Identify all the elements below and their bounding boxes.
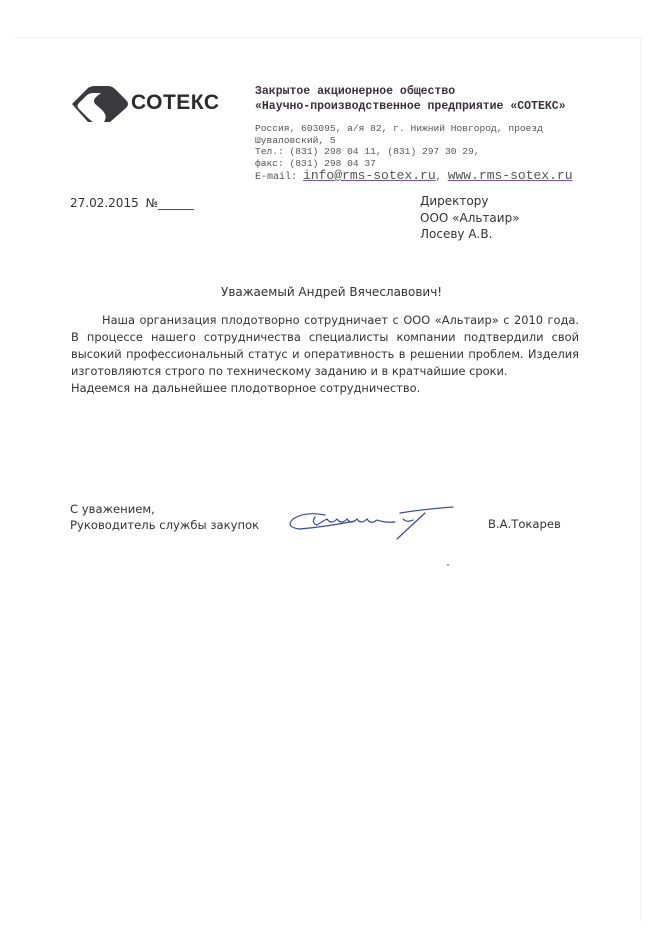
handwritten-signature-icon bbox=[285, 505, 460, 545]
scan-speck bbox=[447, 564, 449, 566]
closing-phrase: С уважением, bbox=[70, 502, 155, 516]
signatory-position: Руководитель службы закупок bbox=[70, 518, 260, 532]
address-line-1: Россия, 603095, а/я 82, г. Нижний Новгород, проезд bbox=[255, 123, 543, 134]
date-number-line bbox=[70, 196, 194, 210]
recipient-title: Директору bbox=[420, 194, 489, 208]
closing-block bbox=[70, 501, 259, 533]
company-logo bbox=[68, 86, 233, 122]
signatory-name: В.А.Токарев bbox=[488, 517, 561, 531]
sotex-diamond-s-icon bbox=[68, 86, 130, 122]
body-paragraph-2: Надеемся на дальнейшее плодотворное сотрудничество. bbox=[71, 381, 421, 395]
address-line-2: Шуваловский, 5 bbox=[255, 134, 336, 146]
salutation: Уважаемый Андрей Вячеславович! bbox=[221, 285, 443, 299]
recipient-block bbox=[420, 193, 520, 243]
email-label: E-mail: bbox=[255, 172, 298, 183]
org-type: Закрытое акционерное общество bbox=[255, 85, 456, 98]
org-name: «Научно-производственное предприятие «СОТЕКС» bbox=[255, 100, 566, 113]
phone-line: Тел.: (831) 298 04 11, (831) 297 30 29, bbox=[255, 146, 480, 157]
recipient-company: ООО «Альтаир» bbox=[420, 210, 520, 225]
fax-line: факс: (831) 298 04 37 bbox=[255, 157, 376, 169]
recipient-name: Лосеву А.В. bbox=[420, 227, 493, 241]
letter-body bbox=[71, 312, 579, 397]
letter-number: №______ bbox=[145, 196, 195, 210]
contact-block bbox=[255, 123, 573, 185]
letter-date: 27.02.2015 bbox=[70, 196, 139, 210]
email-link[interactable]: info@rms-sotex.ru bbox=[303, 168, 436, 183]
website-link[interactable]: www.rms-sotex.ru bbox=[447, 168, 573, 183]
logo-wordmark: СОТЕКС bbox=[131, 91, 220, 114]
body-paragraph-1: Наша организация плодотворно сотрудничает с ООО «Альтаир» с 2010 года. В процессе нашего сотрудничества специалисты компании подтвердили свой высокий профессиональный статус и оперативность в решении проблем. Изделия изготовляются строго по техническому заданию и в кратчайшие сроки. bbox=[71, 313, 579, 378]
email-line bbox=[255, 169, 573, 185]
org-name-block bbox=[255, 84, 566, 114]
link-separator: , bbox=[435, 172, 442, 183]
